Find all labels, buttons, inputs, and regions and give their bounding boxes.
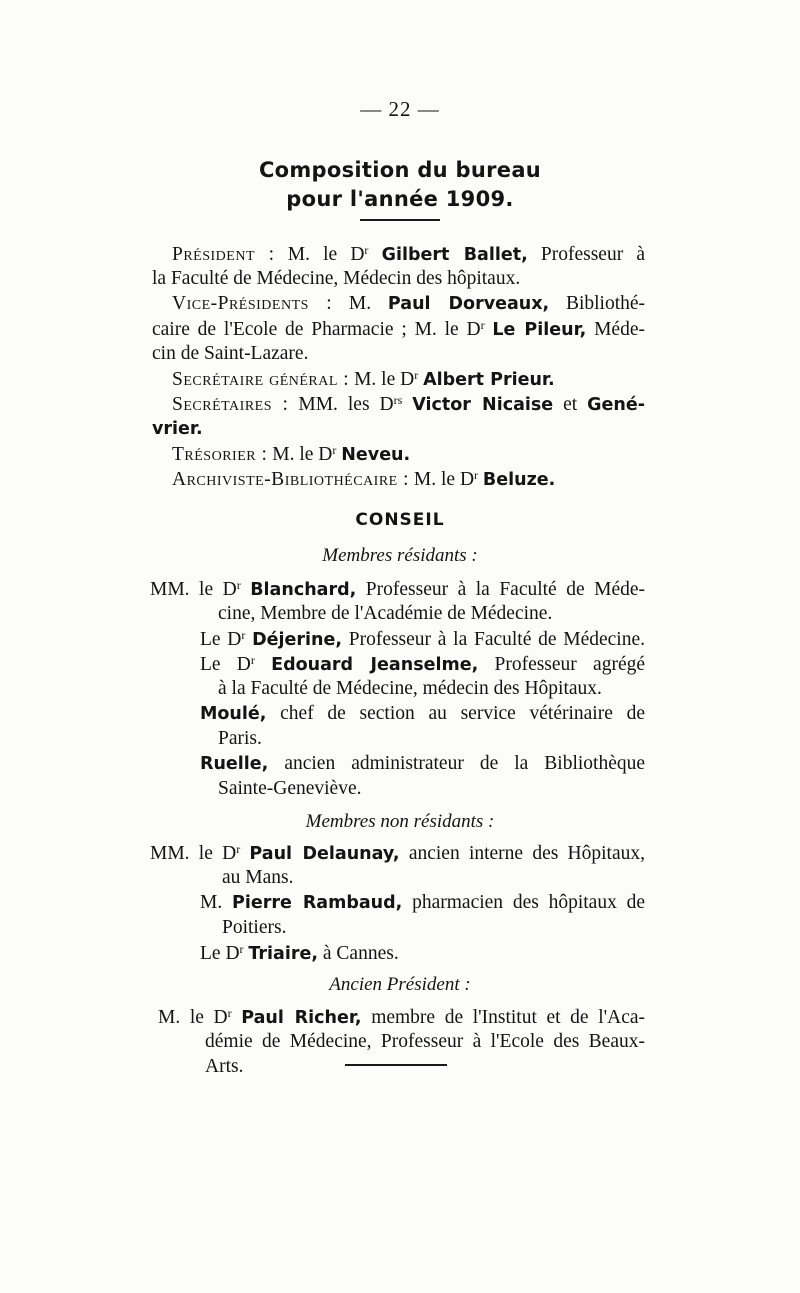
- residants-heading: Membres résidants :: [322, 545, 478, 566]
- list-item-cont: cine, Membre de l'Académie de Médecine.: [218, 603, 553, 624]
- member-name: Neveu.: [341, 445, 411, 465]
- president-entry-cont: la Faculté de Médecine, Médecin des hôpitaux.: [152, 268, 521, 289]
- member-name: Blanchard,: [250, 580, 357, 600]
- conseil-heading: CONSEIL: [355, 510, 445, 530]
- secretaires-entry: Secrétaires : MM. les $D^{rs}$ Victor Nicaise et Gené-: [172, 393, 645, 415]
- member-name: Victor Nicaise: [412, 395, 554, 415]
- member-name: Le Pileur,: [492, 320, 587, 340]
- vice-presidents-entry-cont: caire de l'Ecole de Pharmacie ; M. le $D^r$ Le Pileur, Méde-: [152, 318, 645, 340]
- archiviste-entry: Archiviste-Bibliothécaire : M. le $D^r$ Beluze.: [172, 468, 556, 490]
- president-entry: Président : M. le $D^r$ Gilbert Ballet, Professeur à: [172, 243, 646, 265]
- list-item-cont: Arts.: [205, 1056, 244, 1077]
- list-item-cont: à la Faculté de Médecine, médecin des Hôpitaux.: [218, 678, 602, 699]
- member-name: Moulé,: [200, 704, 267, 724]
- list-item: Le $D^r$ Déjerine, Professeur à la Faculté de Médecine.: [200, 628, 645, 650]
- member-name: Beluze.: [482, 470, 556, 490]
- end-divider: [345, 1064, 447, 1066]
- list-item: M. le $D^r$ Paul Richer, membre de l'Institut et de l'Aca-: [158, 1006, 646, 1028]
- secretaires-entry-cont: vrier.: [152, 419, 203, 439]
- member-name: Paul Dorveaux,: [387, 294, 550, 314]
- list-item: Moulé, chef de section au service vétérinaire de: [200, 703, 645, 724]
- member-name: Pierre Rambaud,: [232, 893, 403, 913]
- list-item-cont: Paris.: [218, 728, 262, 749]
- role-label: Secrétaire général :: [172, 369, 350, 390]
- list-item-cont: démie de Médecine, Professeur à l'Ecole des Beaux-: [205, 1031, 645, 1052]
- member-name: Edouard Jeanselme,: [271, 655, 479, 675]
- vice-presidents-entry-cont-2: cin de Saint-Lazare.: [152, 343, 309, 364]
- list-item: Le $D^r$ Triaire, à Cannes.: [200, 942, 399, 964]
- list-item: MM. le $D^r$ Paul Delaunay, ancien interne des Hôpitaux,: [150, 842, 645, 864]
- member-name: Gilbert Ballet,: [381, 245, 528, 265]
- list-item: Ruelle, ancien administrateur de la Bibliothèque: [200, 753, 646, 774]
- role-label: Archiviste-Bibliothécaire :: [172, 469, 410, 490]
- ancien-president-heading: Ancien Président :: [329, 974, 471, 995]
- non-residants-heading: Membres non résidants :: [305, 811, 495, 832]
- member-name: Déjerine,: [252, 630, 342, 650]
- page-number: — 22 —: [360, 97, 440, 121]
- page-title-line-2: pour l'année 1909.: [286, 187, 514, 211]
- list-item: MM. le $D^r$ Blanchard, Professeur à la Faculté de Méde-: [150, 578, 646, 600]
- member-name: Albert Prieur.: [423, 370, 555, 390]
- tresorier-entry: Trésorier : M. le $D^r$ Neveu.: [172, 443, 411, 465]
- member-name: Gené-: [587, 395, 645, 415]
- vice-presidents-entry: Vice-Présidents : M. Paul Dorveaux, Bibliothé-: [172, 293, 646, 314]
- member-name: Paul Richer,: [241, 1008, 362, 1028]
- list-item: M. Pierre Rambaud, pharmacien des hôpitaux de: [200, 892, 646, 913]
- page-title-line-1: Composition du bureau: [258, 158, 542, 182]
- member-name: Ruelle,: [200, 754, 269, 774]
- list-item: Le $D^r$ Edouard Jeanselme, Professeur agrégé: [200, 653, 646, 675]
- role-label: Trésorier :: [172, 444, 268, 465]
- member-name: Paul Delaunay,: [249, 844, 400, 864]
- title-divider: [360, 219, 440, 221]
- secretaire-general-entry: Secrétaire général : M. le $D^r$ Albert Prieur.: [172, 368, 555, 390]
- role-label: Secrétaires :: [172, 394, 289, 415]
- list-item-cont: Poitiers.: [222, 917, 287, 938]
- list-item-cont: au Mans.: [222, 867, 294, 888]
- role-label: Président :: [172, 244, 275, 265]
- member-name: Triaire,: [248, 944, 319, 964]
- role-label: Vice-Présidents :: [172, 293, 333, 314]
- list-item-cont: Sainte-Geneviève.: [218, 778, 362, 799]
